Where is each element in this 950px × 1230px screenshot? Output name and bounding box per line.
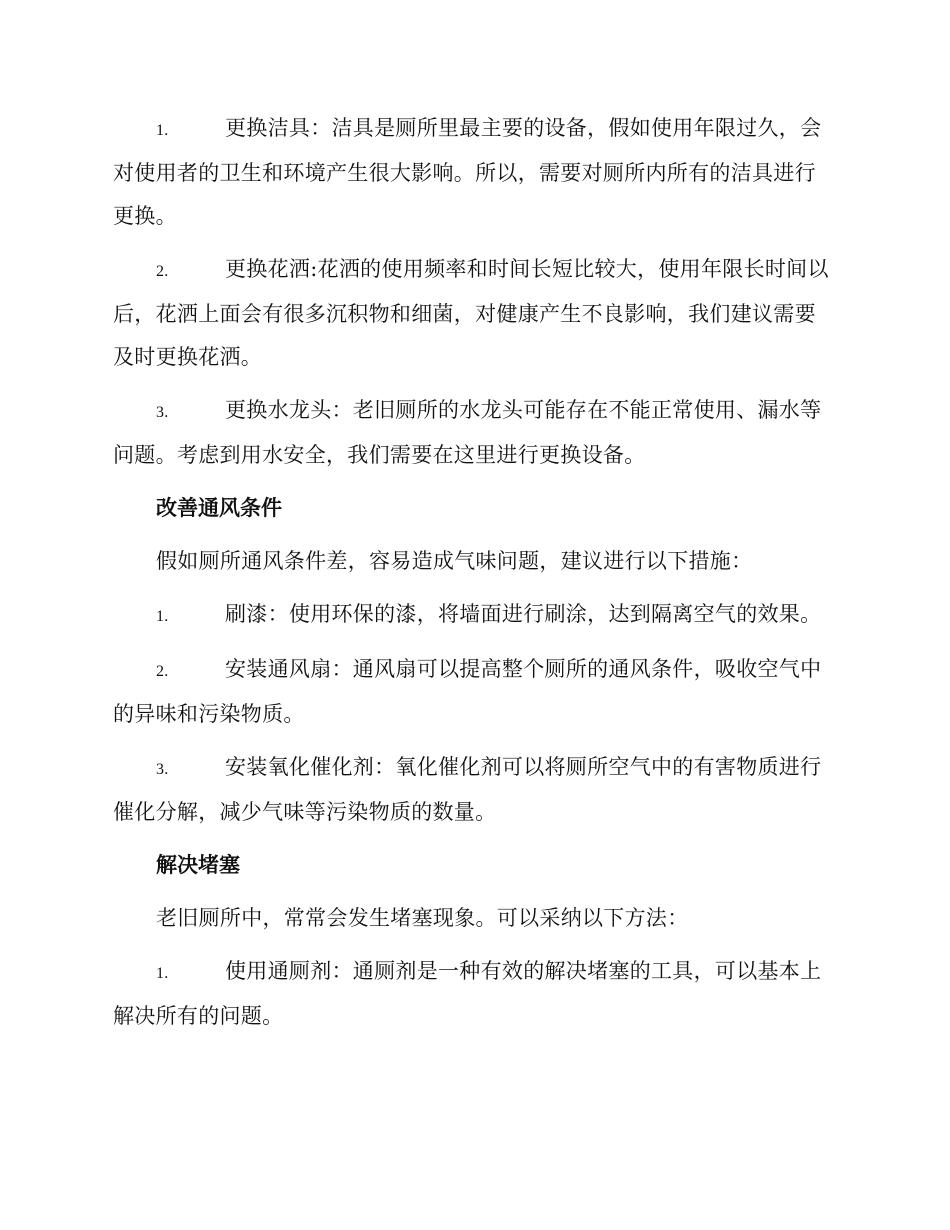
list-number: 3.: [156, 404, 169, 421]
list-number: 2.: [156, 663, 169, 680]
list-item: [113, 648, 835, 736]
list-number: 3.: [156, 761, 169, 778]
document-body: [113, 107, 835, 1048]
list-item: [113, 389, 835, 477]
list-number: 1.: [156, 122, 169, 139]
list-item: [113, 950, 835, 1038]
list-item: [113, 593, 835, 638]
list-text: 更换洁具：洁具是厕所里最主要的设备，假如使用年限过久，会对使用者的卫生和环境产生很大影响。所以，需要对厕所内所有的洁具进行更换。: [113, 116, 822, 228]
list-item: [113, 248, 835, 379]
section-heading: 改善通风条件: [156, 496, 282, 520]
list-text: 安装通风扇：通风扇可以提高整个厕所的通风条件，吸收空气中的异味和污染物质。: [113, 657, 822, 726]
list-number: 1.: [156, 608, 169, 625]
list-text: 使用通厕剂：通厕剂是一种有效的解决堵塞的工具，可以基本上解决所有的问题。: [113, 959, 822, 1028]
list-text: 刷漆：使用环保的漆，将墙面进行刷涂，达到隔离空气的效果。: [225, 602, 822, 626]
list-item: [113, 746, 835, 834]
section-heading: 解决堵塞: [156, 853, 240, 877]
list-text: 更换水龙头：老旧厕所的水龙头可能存在不能正常使用、漏水等问题。考虑到用水安全，我们需要在这里进行更换设备。: [113, 398, 822, 467]
list-number: 1.: [156, 965, 169, 982]
section-intro: 老旧厕所中，常常会发生堵塞现象。可以采纳以下方法：: [156, 906, 689, 930]
list-text: 安装氧化催化剂：氧化催化剂可以将厕所空气中的有害物质进行催化分解，减少气味等污染物质的数量。: [113, 755, 822, 824]
list-number: 2.: [156, 263, 169, 280]
section-intro: 假如厕所通风条件差，容易造成气味问题，建议进行以下措施：: [156, 549, 753, 573]
list-item: [113, 107, 835, 238]
list-text: 更换花洒:花洒的使用频率和时间长短比较大，使用年限长时间以后，花洒上面会有很多沉积物和细菌，对健康产生不良影响，我们建议需要及时更换花洒。: [113, 257, 829, 369]
